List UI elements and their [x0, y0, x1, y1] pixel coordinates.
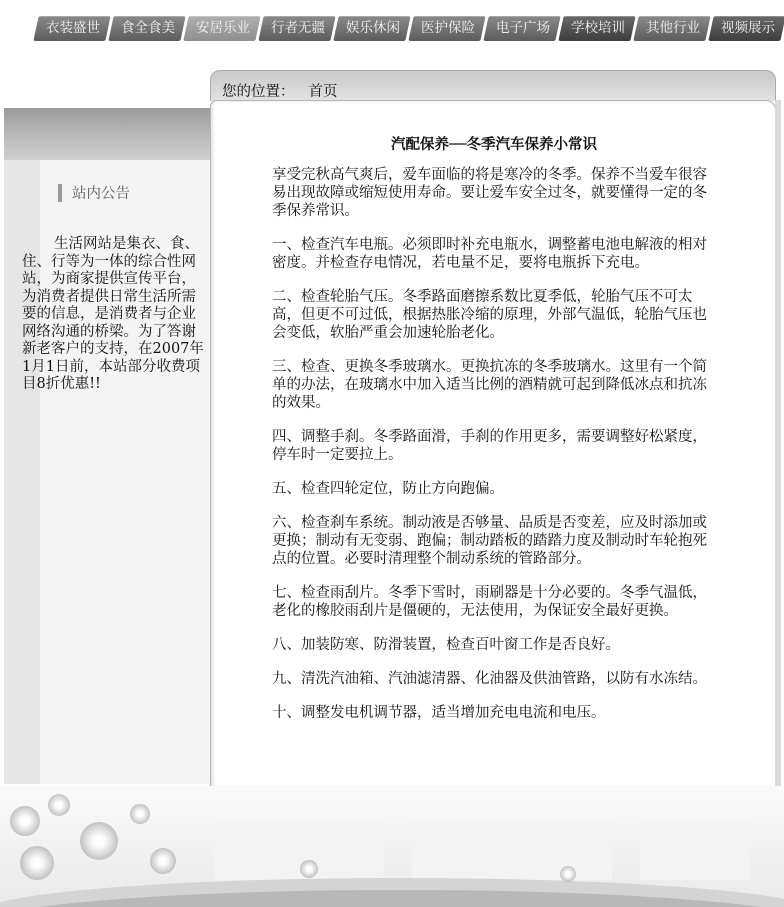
flower-icon: [130, 804, 150, 824]
notice-text: 生活网站是集衣、食、住、行等为一体的综合性网站，为商家提供宣传平台，为消费者提供日常生活所需要的信息，是消费者与企业网络沟通的桥梁。为了答谢新老客户的支持，在2007年1月1日前，本站部分收费项目8折优惠!!: [22, 236, 204, 392]
article-paragraph: 二、检查轮胎气压。冬季路面磨擦系数比夏季低，轮胎气压不可太高，但更不可过低，根据热胀冷缩的原理，外部气温低，轮胎气压也会变低，软胎严重会加速轮胎老化。: [272, 289, 707, 341]
nav-tab-housing[interactable]: [183, 16, 260, 41]
nav-tab-other[interactable]: [633, 16, 710, 41]
footer-decoration: [0, 786, 784, 907]
nav-tab-label: 学校培训: [571, 20, 625, 36]
nav-tab-label: 食全食美: [121, 20, 175, 36]
nav-tab-video[interactable]: [708, 16, 784, 41]
article-paragraph: 七、检查雨刮片。冬季下雪时，雨刷器是十分必要的。冬季气温低，老化的橡胶雨刮片是僵硬的，无法使用，为保证安全最好更换。: [272, 585, 707, 619]
article-paragraph: 十、调整发电机调节器，适当增加充电电流和电压。: [272, 705, 606, 721]
nav-tab-school[interactable]: [558, 16, 635, 41]
nav-tab-label: 电子广场: [496, 20, 550, 36]
breadcrumb-label: 您的位置：: [222, 84, 295, 100]
article-paragraph: 四、调整手刹。冬季路面滑，手刹的作用更多，需要调整好松紧度，停车时一定要拉上。: [272, 429, 707, 463]
sidebar-header-band: [4, 108, 210, 160]
nav-tab-electronics[interactable]: [483, 16, 560, 41]
footer-panel: [214, 820, 384, 880]
breadcrumb: [222, 80, 338, 101]
nav-tab-label: 其他行业: [646, 20, 700, 36]
nav-tab-label: 衣装盛世: [46, 20, 100, 36]
top-nav: [36, 16, 783, 42]
flower-icon: [80, 822, 118, 860]
article-paragraph: 六、检查刹车系统。制动液是否够量、品质是否变差，应及时添加或更换；制动有无变弱、跑偏；制动踏板的踏踏力度及制动时车轮抱死点的位置。必要时清理整个制动系统的管路部分。: [272, 515, 707, 567]
article-paragraph: 一、检查汽车电瓶。必须即时补充电瓶水，调整蓄电池电解液的相对密度。并检查存电情况，若电量不足，要将电瓶拆下充电。: [272, 237, 707, 271]
article-paragraph: 八、加装防寒、防滑装置，检查百叶窗工作是否良好。: [272, 637, 620, 653]
flower-icon: [560, 866, 576, 882]
nav-tab-clothing[interactable]: [33, 16, 110, 41]
article-body: [272, 166, 720, 738]
flower-icon: [300, 860, 318, 878]
flower-icon: [48, 794, 70, 816]
article-paragraph: 九、清洗汽油箱、汽油滤清器、化油器及供油管路，以防有水冻结。: [272, 671, 707, 687]
flower-icon: [150, 848, 176, 874]
content-panel-edge: [775, 100, 781, 786]
article-paragraph: 享受完秋高气爽后，爱车面临的将是寒冷的冬季。保养不当爱车很容易出现故障或缩短使用寿命。要让爱车安全过冬，就要懂得一定的冬季保养常识。: [272, 167, 707, 219]
article-paragraph: 五、检查四轮定位，防止方向跑偏。: [272, 481, 504, 497]
nav-tab-label: 行者无疆: [271, 20, 325, 36]
nav-tab-label: 娱乐休闲: [346, 20, 400, 36]
breadcrumb-home-link[interactable]: 首页: [308, 84, 338, 100]
footer-panel: [412, 820, 612, 880]
flower-icon: [10, 806, 40, 836]
nav-tab-entertainment[interactable]: [333, 16, 410, 41]
notice-title: 站内公告: [72, 186, 130, 202]
article-title: 汽配保养──冬季汽车保养小常识: [391, 136, 597, 153]
flower-icon: [20, 846, 54, 880]
nav-tab-medical[interactable]: [408, 16, 485, 41]
footer-panel: [640, 820, 750, 880]
article-paragraph: 三、检查、更换冬季玻璃水。更换抗冻的冬季玻璃水。这里有一个简单的办法，在玻璃水中加入适当比例的酒精就可起到降低冰点和抗冻的效果。: [272, 359, 707, 411]
nav-tab-label: 医护保险: [421, 20, 475, 36]
nav-tab-label: 安居乐业: [196, 20, 250, 36]
notice-heading: [58, 182, 130, 203]
nav-tab-food[interactable]: [108, 16, 185, 41]
nav-tab-travel[interactable]: [258, 16, 335, 41]
notice-bar-icon: [58, 184, 62, 202]
nav-tab-label: 视频展示: [721, 20, 775, 36]
